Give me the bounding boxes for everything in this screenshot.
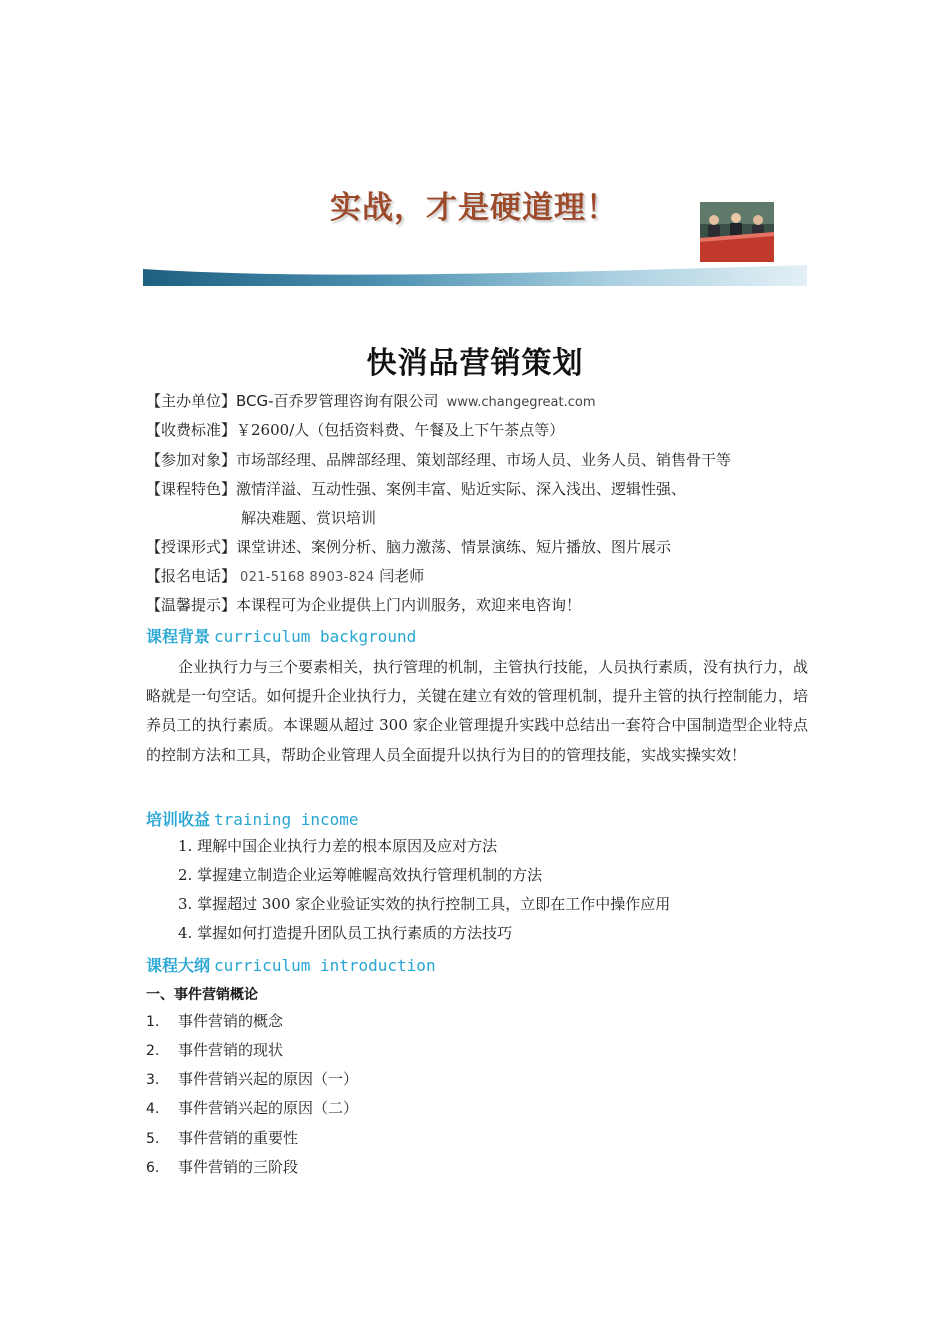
outline-section-title: 一、事件营销概论 (146, 987, 258, 1003)
outline-item (146, 1098, 358, 1119)
item-text: 事件营销兴起的原因（二） (178, 1099, 359, 1117)
outline-item (146, 1069, 358, 1090)
outline-item (146, 1040, 283, 1061)
info-label: 【主办单位】 (146, 392, 237, 410)
item-text: 事件营销的三阶段 (178, 1158, 299, 1176)
item-number: 3. (146, 1072, 160, 1088)
benefit-item: 4. 掌握如何打造提升团队员工执行素质的方法技巧 (178, 924, 513, 942)
info-tip (146, 595, 581, 615)
info-label: 【课程特色】 (146, 480, 237, 498)
phone-number[interactable]: 021-5168 8903-824 (240, 570, 375, 585)
info-label: 【温馨提示】 (146, 596, 237, 614)
meeting-photo (700, 202, 774, 262)
benefit-item: 3. 掌握超过 300 家企业验证实效的执行控制工具，立即在工作中操作应用 (178, 895, 671, 913)
info-label: 【参加对象】 (146, 451, 237, 469)
item-number: 2. (146, 1043, 160, 1059)
heading-cn: 课程背景 (146, 627, 211, 646)
info-value: ￥2600/人（包括资料费、午餐及上下午茶点等） (236, 421, 565, 439)
page-title: 快消品营销策划 (366, 346, 584, 381)
banner-slogan: 实战，才是硬道理！ (330, 190, 618, 226)
info-features-cont: 解决难题、赏识培训 (241, 509, 377, 527)
benefit-item: 1. 理解中国企业执行力差的根本原因及应对方法 (178, 837, 498, 855)
info-label: 【授课形式】 (146, 538, 237, 556)
item-number: 4. (146, 1101, 160, 1117)
website-link[interactable]: www.changegreat.com (446, 395, 596, 410)
info-organizer (146, 391, 596, 413)
info-value: 市场部经理、品牌部经理、策划部经理、市场人员、业务人员、销售骨干等 (236, 451, 732, 469)
section-benefits-heading (146, 807, 359, 830)
section-outline-heading (146, 953, 436, 976)
heading-en: curriculum introduction (214, 956, 436, 975)
heading-cn: 课程大纲 (146, 956, 211, 975)
heading-cn: 培训收益 (146, 810, 211, 829)
info-fee (146, 420, 564, 440)
section-background-heading (146, 624, 416, 647)
heading-en: curriculum background (214, 627, 417, 646)
info-value: BCG-百乔罗管理咨询有限公司 (236, 392, 439, 410)
info-value: 激情洋溢、互动性强、案例丰富、贴近实际、深入浅出、逻辑性强、 (236, 480, 687, 498)
item-number: 6. (146, 1160, 160, 1176)
info-value: 课堂讲述、案例分析、脑力激荡、情景演练、短片播放、图片展示 (236, 538, 672, 556)
banner-swoosh (143, 262, 807, 286)
outline-item (146, 1128, 298, 1149)
info-value: 本课程可为企业提供上门内训服务，欢迎来电咨询！ (236, 596, 582, 614)
item-text: 事件营销兴起的原因（一） (178, 1070, 359, 1088)
item-number: 5. (146, 1131, 160, 1147)
background-paragraph: 企业执行力与三个要素相关，执行管理的机制，主管执行技能，人员执行素质，没有执行力，战略就是一句空话。如何提升企业执行力，关键在建立有效的管理机制，提升主管的执行控制能力，培养员工的执行素质。本课题从超过 300 家企业管理提升实践中总结出一套符合中国制造型企业特点的控制方法和工具，帮助企业管理人员全面提升以执行为目的的管理技能，实战实操实效！ (146, 658, 809, 764)
info-audience (146, 450, 731, 470)
outline-item (146, 1157, 298, 1178)
item-text: 事件营销的重要性 (178, 1129, 299, 1147)
heading-en: training income (214, 810, 359, 829)
item-number: 1. (146, 1014, 160, 1030)
item-text: 事件营销的概念 (178, 1012, 284, 1030)
benefit-item: 2. 掌握建立制造企业运筹帷幄高效执行管理机制的方法 (178, 866, 543, 884)
info-phone (146, 566, 424, 588)
outline-item (146, 1011, 283, 1032)
info-label: 【收费标准】 (146, 421, 237, 439)
item-text: 事件营销的现状 (178, 1041, 284, 1059)
info-value: 闫老师 (379, 567, 425, 585)
info-features (146, 479, 686, 499)
info-label: 【报名电话】 (146, 567, 237, 585)
info-format (146, 537, 671, 557)
